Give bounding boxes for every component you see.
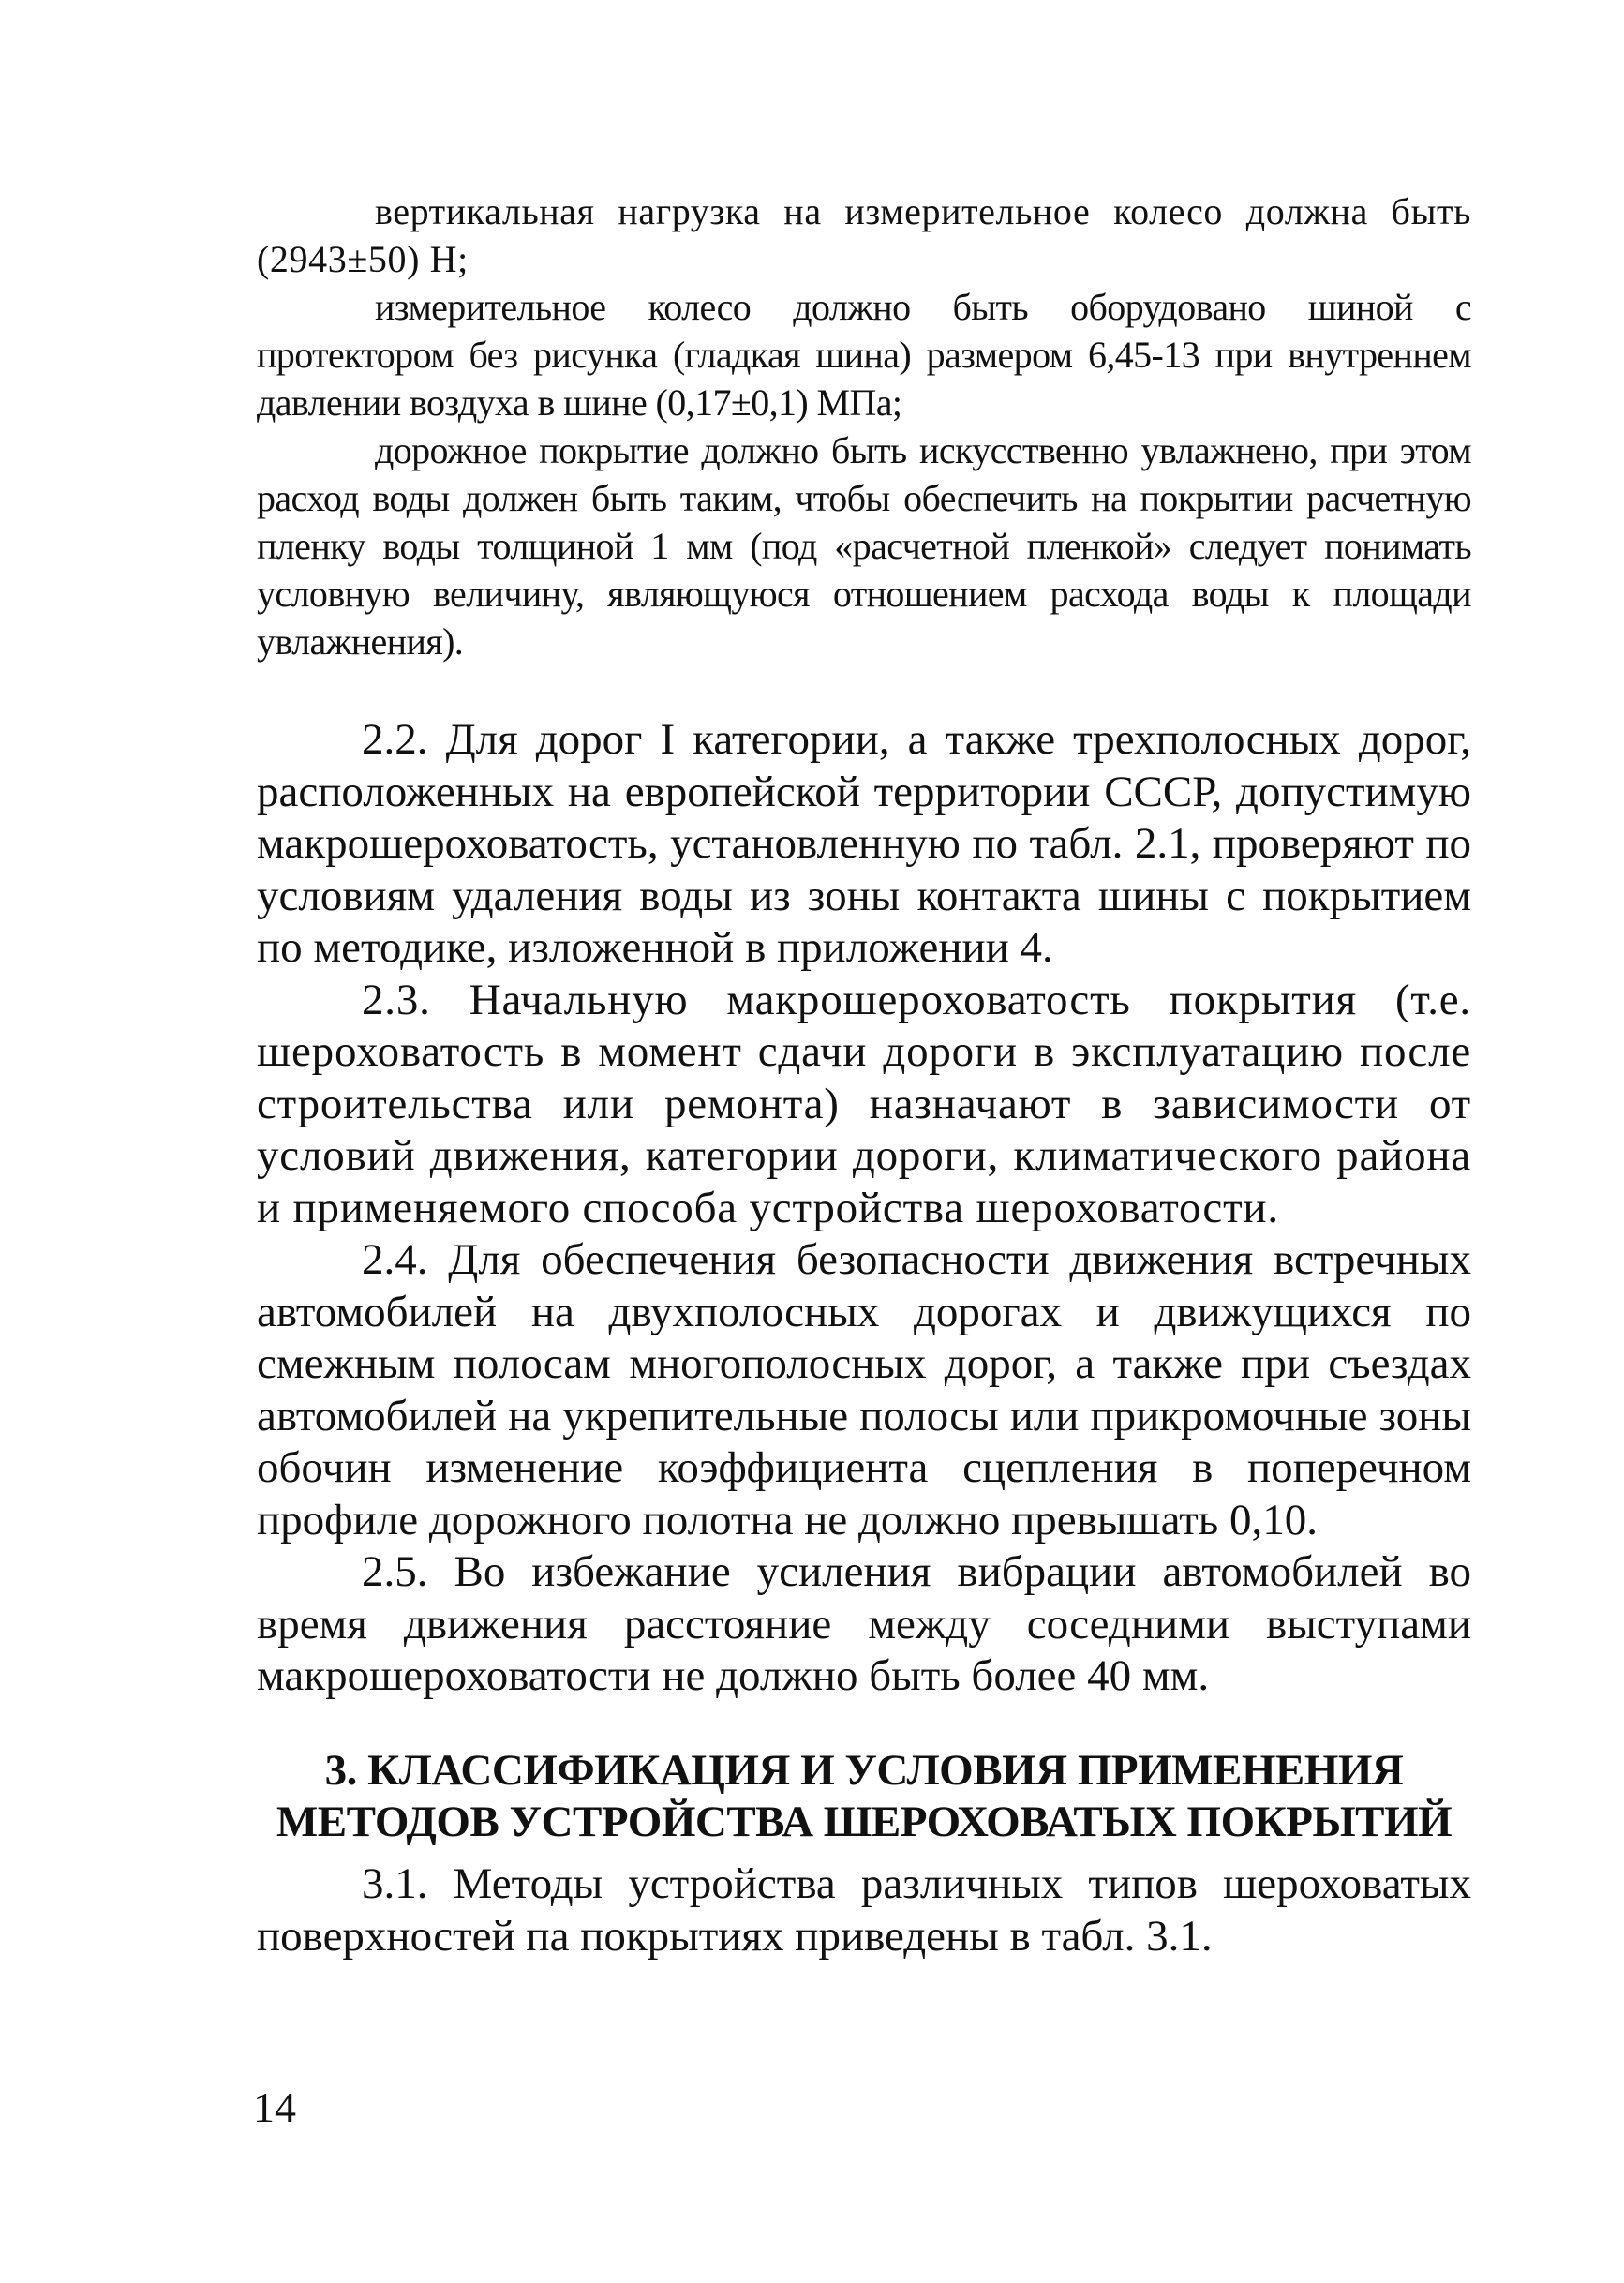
paragraph-2-2: 2.2. Для дорог I категории, а также трехполосных дорог, расположенных на европейской территории СССР, допустимую макрошероховатость, установленную по табл. 2.1, проверяют по условиям удаления воды из зоны контакта шины с покрытием по методике, изложенной в приложении 4. [257, 715, 1471, 972]
paragraph-2-3: 2.3. Начальную макрошероховатость покрытия (т.е. шероховатость в момент сдачи дороги в эксплуатацию после строительства или ремонта) назначают в зависимости от условий движения, категории дороги, климатического района и применяемого способа устройства шероховатости. [257, 975, 1471, 1232]
section-3-heading [257, 1745, 1471, 1848]
section-3-heading-line-1: 3. КЛАССИФИКАЦИЯ И УСЛОВИЯ ПРИМЕНЕНИЯ [324, 1746, 1404, 1795]
page-number: 14 [253, 2083, 296, 2131]
section-2-paragraphs [257, 714, 1471, 1703]
section-3-heading-line-2: МЕТОДОВ УСТРОЙСТВА ШЕРОХОВАТЫХ ПОКРЫТИЙ [276, 1798, 1453, 1846]
section-3-body [257, 1858, 1471, 1962]
requirement-measuring-wheel-tire: измерительное колесо должно быть оборудовано шиной с протектором без рисунка (гладкая шина) размером 6,45-13 при внутреннем давлении воздуха в шине (0,17±0,1) МПа; [257, 286, 1471, 424]
requirement-vertical-load: вертикальная нагрузка на измерительное колесо должна быть (2943±50) Н; [257, 190, 1471, 280]
requirements-list [257, 187, 1471, 665]
paragraph-2-5: 2.5. Во избежание усиления вибрации автомобилей во время движения расстояние между соседними выступами макрошероховатости не должно быть более 40 мм. [257, 1547, 1471, 1700]
paragraph-3-1: 3.1. Методы устройства различных типов шероховатых поверхностей па покрытиях приведены в табл. 3.1. [257, 1859, 1471, 1961]
paragraph-2-4: 2.4. Для обеспечения безопасности движения встречных автомобилей на двухполосных дорогах и движущихся по смежным полосам многополосных дорог, а также при съездах автомобилей на укрепительные полосы или прикромочные зоны обочин изменение коэффициента сцепления в поперечном профиле дорожного полотна не должно превышать 0,10. [257, 1235, 1471, 1544]
requirement-road-wetting: дорожное покрытие должно быть искусственно увлажнено, при этом расход воды должен быть таким, чтобы обеспечить на покрытии расчетную пленку воды толщиной 1 мм (под «расчетной пленкой» следует понимать условную величину, являющуюся отношением расхода воды к площади увлажнения). [257, 429, 1471, 663]
